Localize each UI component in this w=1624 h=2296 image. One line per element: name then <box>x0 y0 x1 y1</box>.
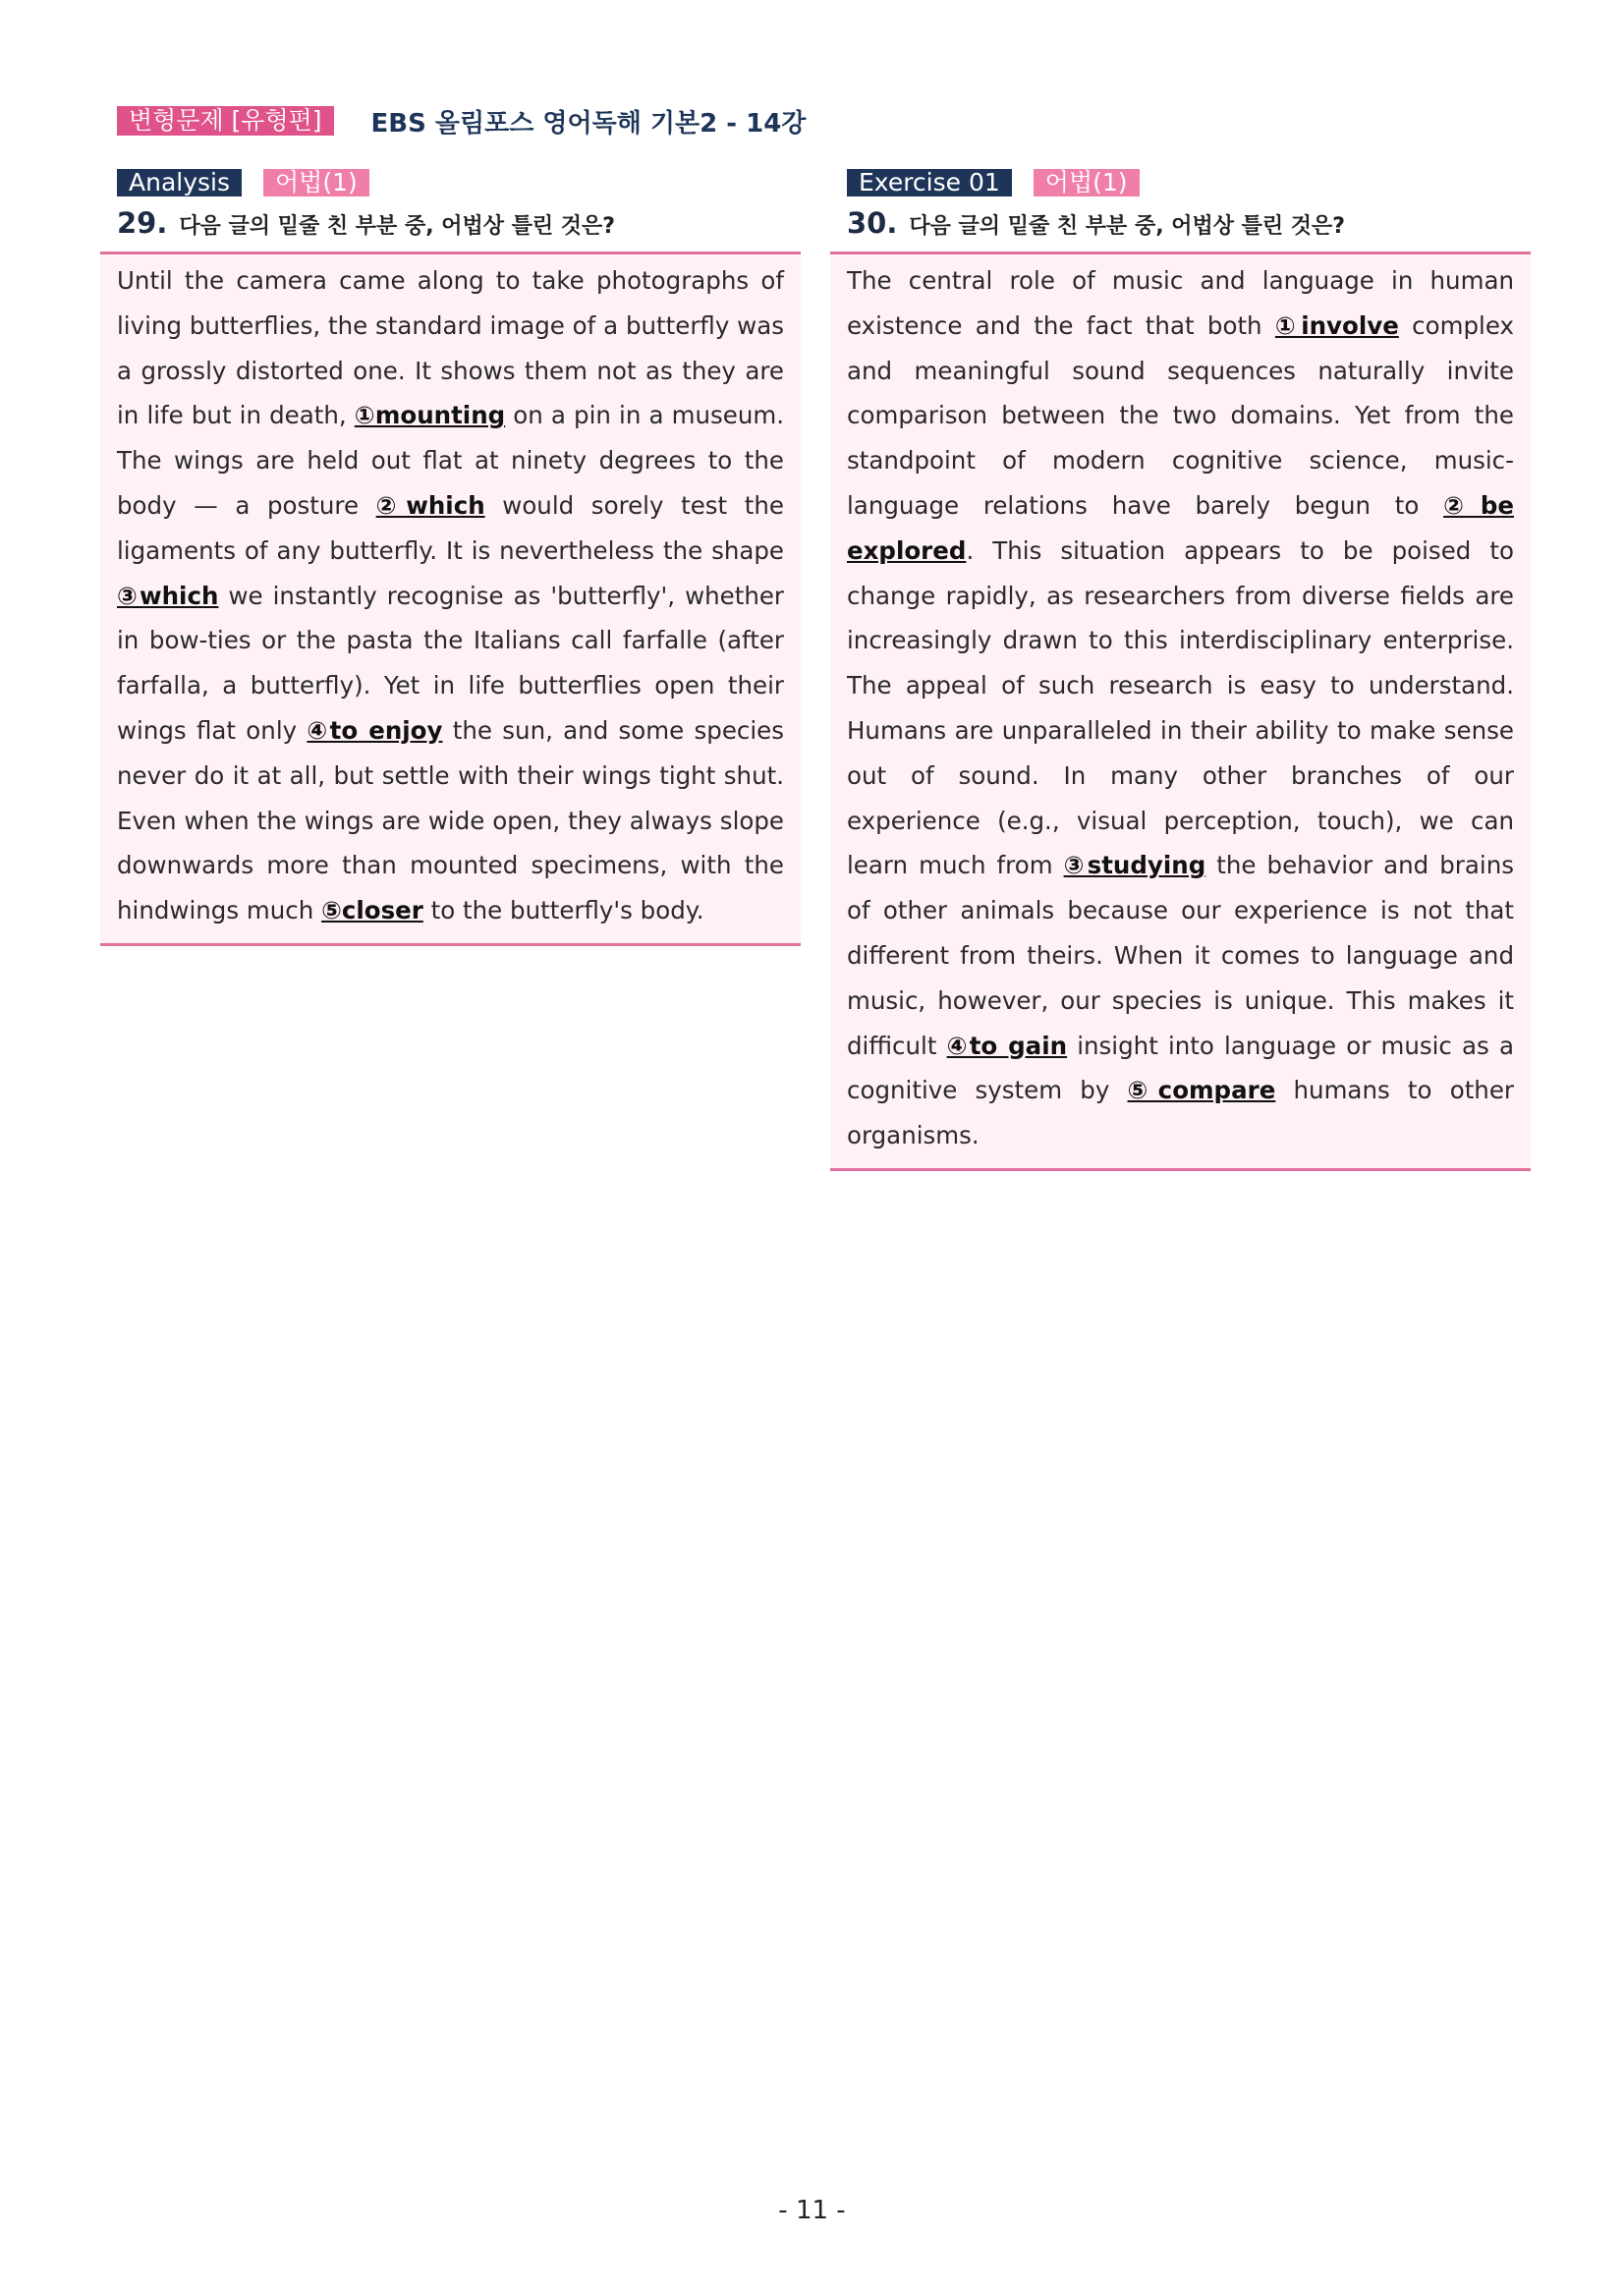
underlined-choice: ④to enjoy <box>307 715 443 745</box>
page-header <box>117 104 806 138</box>
type-tag: 어법(1) <box>1034 169 1140 196</box>
question-text: 다음 글의 밑줄 친 부분 중, 어법상 틀린 것은? <box>909 214 1346 239</box>
passage-text: we instantly recognise as 'butterfly', whether in bow-ties or the pasta the Italians call farfalle (after farfalla, a butterfly). Yet in life butterflies open their wings flat only <box>117 581 784 745</box>
underlined-choice: ①mounting <box>354 401 506 430</box>
passage-text: the sun, and some species never do it at all, but settle with their wings tight shut. Even when the wings are wide open, they always slope downwards more than mounted specimens, with the hindwings much <box>117 715 785 925</box>
underlined-choice: ⑤closer <box>321 896 423 925</box>
underlined-choice: ③which <box>117 581 219 610</box>
underlined-choice: ②which <box>375 490 485 520</box>
question-number: 29. <box>117 206 168 240</box>
question-number: 30. <box>847 206 898 240</box>
passage-text: would sorely test the ligaments of any butterfly. It is nevertheless the shape <box>117 490 784 565</box>
right-tags <box>830 169 1531 196</box>
left-question-column <box>100 169 801 946</box>
page-title: EBS 올림포스 영어독해 기본2 - 14강 <box>370 108 807 139</box>
question-text: 다음 글의 밑줄 친 부분 중, 어법상 틀린 것은? <box>179 214 616 239</box>
passage-29 <box>100 252 801 946</box>
passage-text: on a pin in a museum. The wings are held out flat at ninety degrees to the body — a posture <box>117 401 785 520</box>
exercise-tag: Exercise 01 <box>847 169 1012 196</box>
question-30 <box>830 206 1531 246</box>
passage-30 <box>830 252 1531 1171</box>
underlined-choice: ②be explored <box>847 490 1514 565</box>
passage-text: The central role of music and language in human existence and the fact that both <box>847 266 1514 340</box>
underlined-choice: ⑤compare <box>1127 1076 1276 1105</box>
analysis-tag: Analysis <box>117 169 242 196</box>
passage-text: complex and meaningful sound sequences naturally invite comparison between the two domains. Yet from the standpoint of modern cognitive science, music-language relations have barely begun to <box>847 310 1514 520</box>
underlined-choice: ④to gain <box>946 1031 1068 1060</box>
passage-text: the behavior and brains of other animals because our experience is not that different from theirs. When it comes to language and music, however, our species is unique. This makes it difficult <box>847 851 1514 1060</box>
left-tags <box>100 169 801 196</box>
underlined-choice: ①involve <box>1274 310 1399 340</box>
passage-text: to the butterfly's body. <box>422 896 704 925</box>
section-tag: 변형문제 [유형편] <box>117 106 334 136</box>
underlined-choice: ③studying <box>1063 851 1206 880</box>
passage-text: insight into language or music as a cognitive system by <box>847 1031 1514 1105</box>
question-29 <box>100 206 801 246</box>
page-number: - 11 - <box>778 2196 846 2225</box>
right-question-column <box>830 169 1531 1171</box>
passage-text: humans to other organisms. <box>847 1076 1514 1150</box>
type-tag: 어법(1) <box>263 169 369 196</box>
passage-text: Until the camera came along to take photographs of living butterflies, the standard image of a butterfly was a grossly distorted one. It shows them not as they are in life but in death, <box>117 266 784 430</box>
passage-text: . This situation appears to be poised to change rapidly, as researchers from diverse fields are increasingly drawn to this interdisciplinary enterprise. The appeal of such research is easy to understand. Humans are unparalleled in their ability to make sense out of sound. In many other branches of our experience (e.g., visual perception, touch), we can learn much from <box>847 535 1514 880</box>
